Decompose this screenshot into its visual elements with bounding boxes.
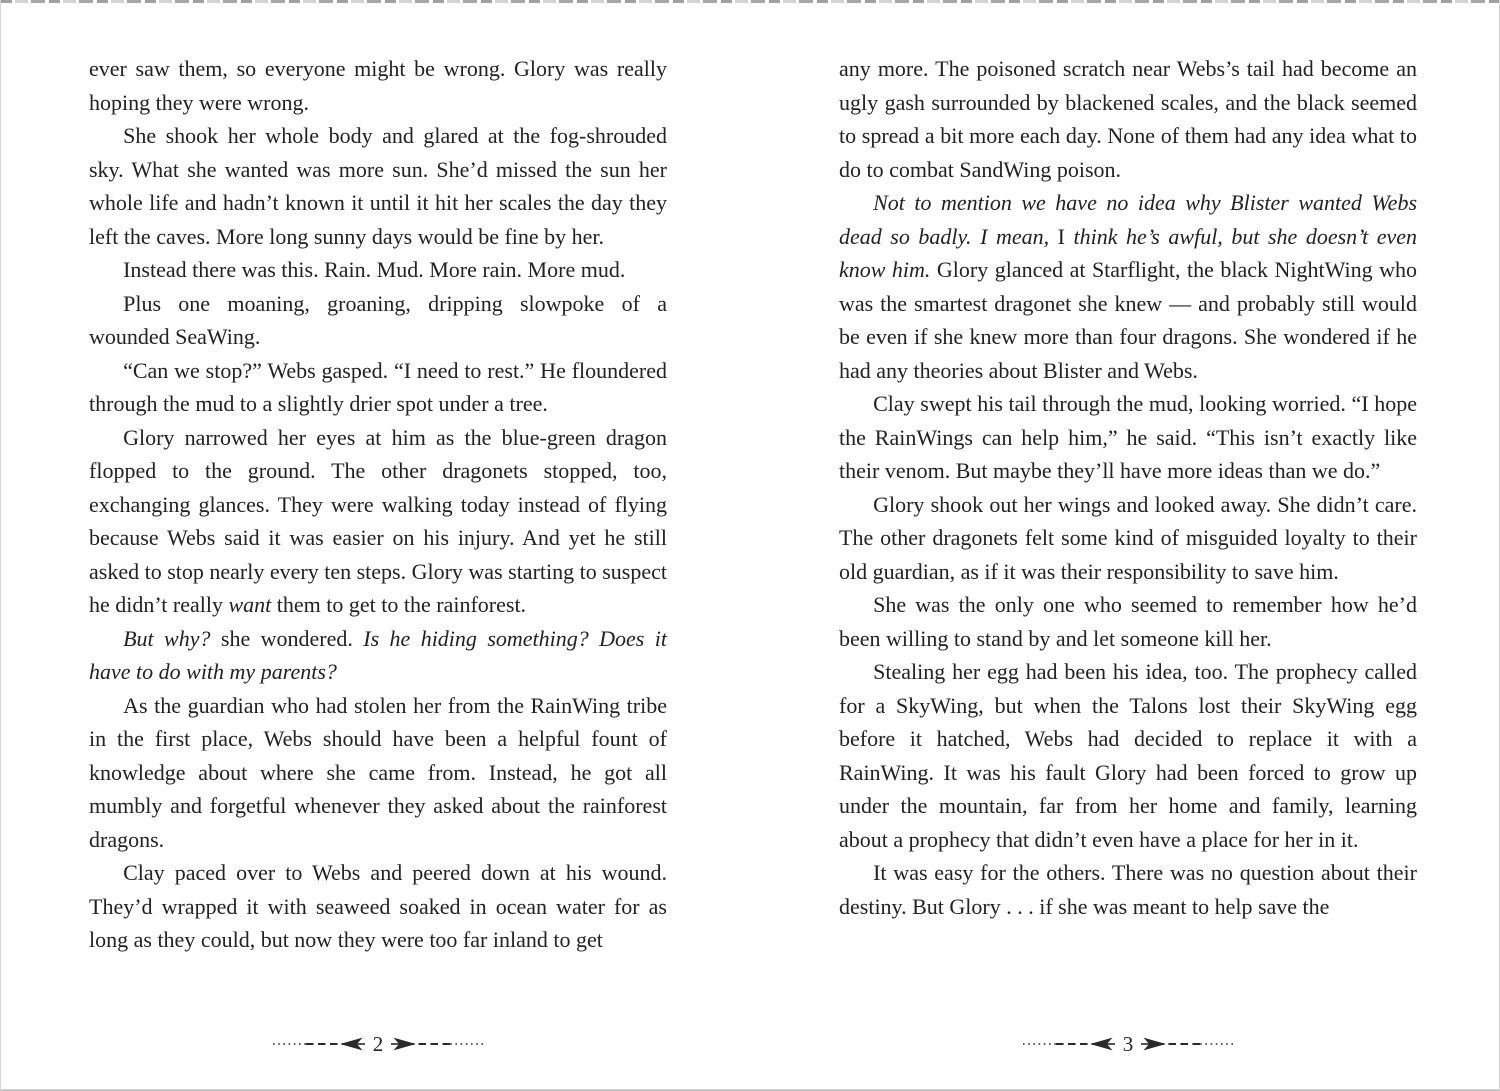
text-run: “Can we stop?” Webs gasped. “I need to rest.” He floundered through the mud to a slightly drier spot under a tree. bbox=[89, 357, 667, 416]
text-run: Instead there was this. Rain. Mud. More rain. More mud. bbox=[123, 257, 626, 282]
text-run: Clay swept his tail through the mud, looking worried. “I hope the RainWings can help him,” he said. “This isn’t exactly like their venom. But maybe they’ll have more ideas than we do.” bbox=[839, 391, 1417, 483]
text-run: I bbox=[1049, 223, 1074, 249]
text-run: Glory glanced at Starflight, the black NightWing who was the smartest dragonet she knew — and probably still would be even if she knew more than four dragons. She wondered if he had any theories about Blister and Webs. bbox=[839, 257, 1417, 383]
text-run: Glory narrowed her eyes at him as the blue-green dragon flopped to the ground. The other dragonets stopped, too, exchanging glances. They were walking today instead of flying because Webs said it was easier on his injury. And yet he still asked to stop nearly every ten steps. Glory was starting to suspect he didn’t really bbox=[89, 424, 667, 617]
page-2-footer bbox=[89, 1031, 667, 1057]
scan-artifact-top-edge bbox=[1, 0, 1499, 3]
text-run: She shook her whole body and glared at the fog-shrouded sky. What she wanted was more sun. She’d missed the sun her whole life and hadn’t known it until it hit her scales the day they left the caves. More long sunny days would be fine by her. bbox=[89, 123, 667, 249]
text-run: Plus one moaning, groaning, dripping slowpoke of a wounded SeaWing. bbox=[89, 290, 667, 349]
dotted-rule-arrow-right-icon bbox=[1140, 1036, 1234, 1052]
text-run: She was the only one who seemed to remember how he’d been willing to stand by and let someone kill her. bbox=[839, 592, 1417, 651]
paragraph bbox=[89, 287, 667, 354]
paragraph bbox=[839, 186, 1417, 387]
italic-text-run: Not to mention we have no idea why Blister wanted Webs dead so badly. I mean, bbox=[839, 190, 1417, 249]
paragraph bbox=[89, 253, 667, 287]
paragraph bbox=[839, 52, 1417, 186]
text-run: Stealing her egg had been his idea, too. The prophecy called for a SkyWing, but when the Talons lost their SkyWing egg before it hatched, Webs had decided to replace it with a RainWing. It was his fault Glory had been forced to grow up under the mountain, far from her home and family, learning about a prophecy that didn’t even have a place for her in it. bbox=[839, 659, 1417, 852]
dotted-rule-arrow-right-icon bbox=[390, 1036, 484, 1052]
text-run: It was easy for the others. There was no question about their destiny. But Glory . . . if she was meant to help save the bbox=[839, 860, 1417, 919]
paragraph bbox=[839, 856, 1417, 923]
paragraph bbox=[89, 354, 667, 421]
dotted-rule-arrow-left-icon bbox=[272, 1036, 366, 1052]
italic-text-run: But why? bbox=[123, 625, 211, 651]
paragraph bbox=[89, 622, 667, 689]
text-run: ever saw them, so everyone might be wrong. Glory was really hoping they were wrong. bbox=[89, 56, 667, 115]
text-run: them to get to the rainforest. bbox=[271, 592, 527, 617]
text-run: any more. The poisoned scratch near Webs’s tail had become an ugly gash surrounded by blackened scales, and the black seemed to spread a bit more each day. None of them had any idea what to do to combat SandWing poison. bbox=[839, 56, 1417, 182]
page-number-left: 2 bbox=[372, 1031, 384, 1056]
paragraph bbox=[89, 856, 667, 957]
page-number-right: 3 bbox=[1122, 1031, 1134, 1056]
paragraph bbox=[89, 52, 667, 119]
page-3-footer bbox=[839, 1031, 1417, 1057]
paragraph bbox=[839, 655, 1417, 856]
text-run: Clay paced over to Webs and peered down at his wound. They’d wrapped it with seaweed soaked in ocean water for as long as they could, but now they were too far inland to get bbox=[89, 860, 667, 952]
paragraph bbox=[839, 488, 1417, 589]
text-run: As the guardian who had stolen her from the RainWing tribe in the first place, Webs should have been a helpful fount of knowledge about where she came from. Instead, he got all mumbly and forgetful whenever they asked about the rainforest dragons. bbox=[89, 692, 667, 852]
italic-text-run: think he’s awful, but she doesn’t even know him. bbox=[839, 223, 1418, 282]
page-2-text-column bbox=[89, 52, 667, 957]
italic-text-run: Is he hiding something? Does it have to do with my parents? bbox=[89, 625, 667, 684]
paragraph bbox=[839, 387, 1417, 488]
page-3-text-column bbox=[839, 52, 1417, 923]
text-run: Glory shook out her wings and looked away. She didn’t care. The other dragonets felt some kind of misguided loyalty to their old guardian, as if it was their responsibility to save him. bbox=[839, 491, 1417, 584]
paragraph bbox=[89, 689, 667, 857]
dotted-rule-arrow-left-icon bbox=[1022, 1036, 1116, 1052]
italic-text-run: want bbox=[228, 592, 272, 617]
text-run: she wondered. bbox=[210, 625, 364, 651]
paragraph bbox=[839, 588, 1417, 655]
paragraph bbox=[89, 119, 667, 253]
paragraph bbox=[89, 421, 667, 622]
